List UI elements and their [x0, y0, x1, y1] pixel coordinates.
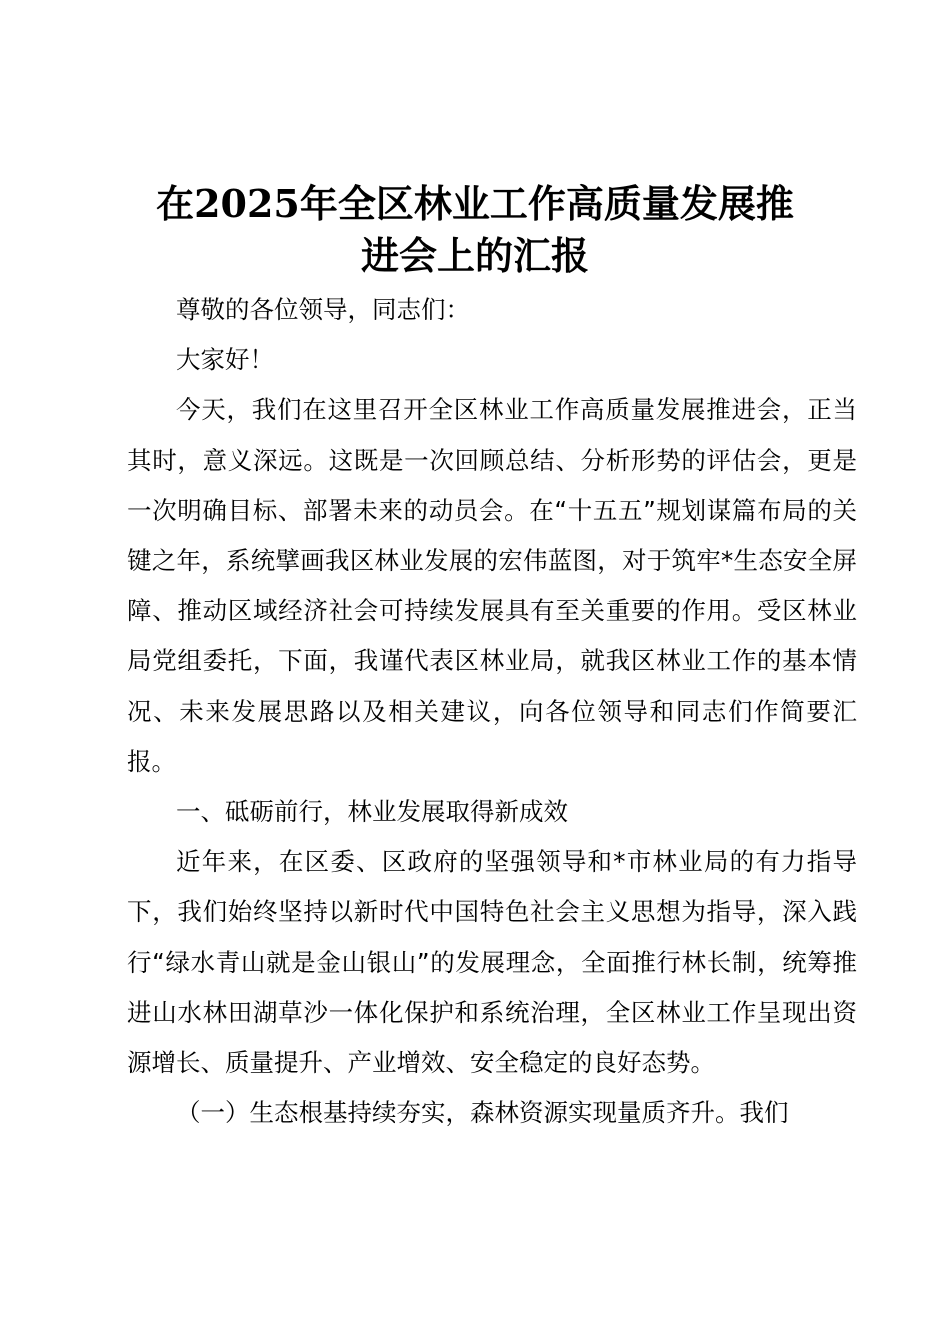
section-1-paragraph: 近年来，在区委、区政府的坚强领导和*市林业局的有力指导下，我们始终坚持以新时代中国特色社会主义思想为指导，深入践行“绿水青山就是金山银山”的发展理念，全面推行林长制，统筹推进山水林田湖草沙一体化保护和系统治理，全区林业工作呈现出资源增长、质量提升、产业增效、安全稳定的良好态势。: [127, 847, 857, 1078]
subsection-1-paragraph: （一）生态根基持续夯实，森林资源实现量质齐升。我们: [176, 1098, 789, 1128]
document-body: [127, 285, 857, 1138]
salutation-paragraph: 尊敬的各位领导，同志们：: [176, 295, 470, 324]
title-line-1: 在2025年全区林业工作高质量发展推: [156, 181, 794, 226]
document-title: [100, 178, 850, 282]
intro-paragraph: 今天，我们在这里召开全区林业工作高质量发展推进会，正当其时，意义深远。这既是一次回顾总结、分析形势的评估会，更是一次明确目标、部署未来的动员会。在“十五五”规划谋篇布局的关键之年，系统擘画我区林业发展的宏伟蓝图，对于筑牢*生态安全屏障、推动区域经济社会可持续发展具有至关重要的作用。受区林业局党组委托，下面，我谨代表区林业局，就我区林业工作的基本情况、未来发展思路以及相关建议，向各位领导和同志们作简要汇报。: [127, 395, 857, 776]
section-heading-1: 一、砥砺前行，林业发展取得新成效: [176, 797, 568, 827]
greeting-paragraph: 大家好！: [176, 345, 274, 375]
title-line-2: 进会上的汇报: [360, 233, 589, 278]
